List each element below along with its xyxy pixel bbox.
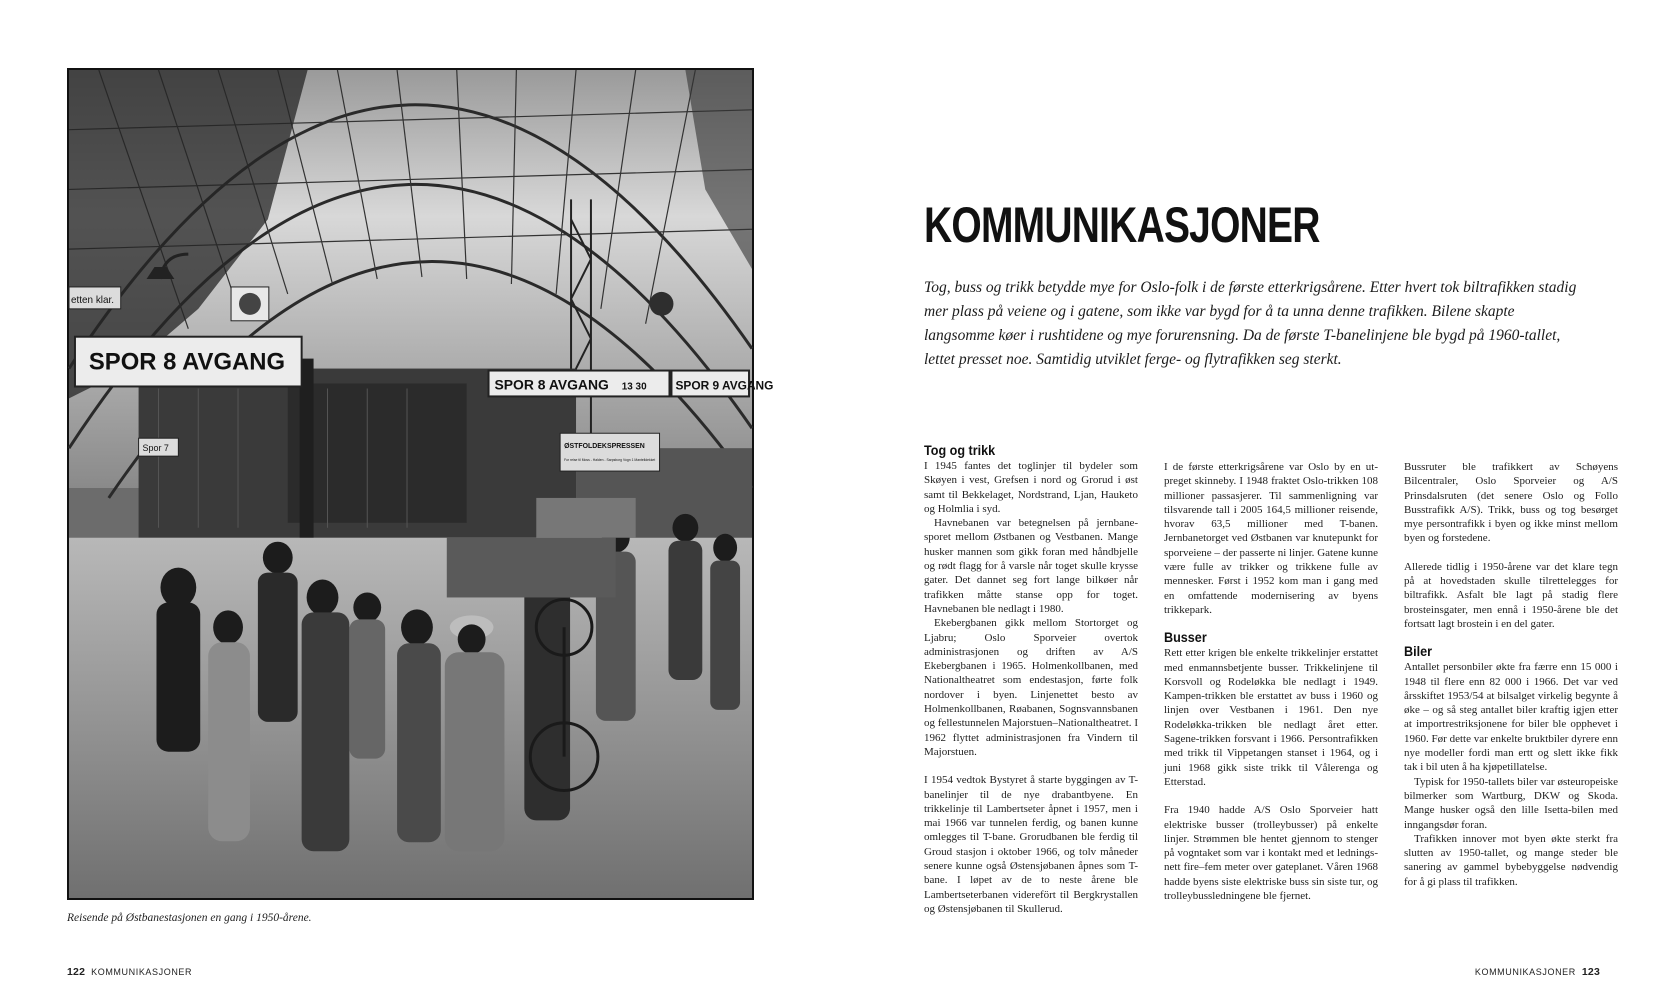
running-head-right: KOMMUNIKASJONER [1474,967,1576,977]
chapter-intro: Tog, buss og trikk betydde mye for Oslo-folk i de første etterkrigsårene. Etter hvert tok biltrafikken stadig mer plass på veiene og i gatene, som ikke var bygd for å ta unna denne trafikken. Bilene skapte langsomme køer i rushtidene og mye forurensning. Da de første T-banelinjene ble bygd på 1960-tallet, lettet presset noe. Samtidig utviklet ferge- og flytrafikken seg sterkt. [924,279,1577,368]
paragraph: Trafikken innover mot byen økte sterkt fra slutten av 1950-tallet, og mange steder ble sanering av gammel bybebyggelse nødvendig for å gi plass til trafikken. [1404,832,1618,888]
heading-tog-og-trikk: Tog og trikk [924,442,996,458]
photo-caption: Reisende på Østbanestasjonen en gang i 1950-årene. [67,912,312,924]
paragraph: Bussruter ble trafikkert av Schøyens Bilcentraler, Oslo Sporveier og A/S Prinsdalsruten (det senere Oslo og Follo Busstrafikk A/S). Trikk, buss og tog besørget mye persontrafikk i byen og ikke minst mellom byen og forstedene. [1404,461,1618,545]
sign-spor9: SPOR 9 AVGANG [675,378,774,393]
sign-spor8-b: SPOR 8 AVGANG [494,376,609,393]
folio-left [67,966,192,978]
paragraph: Ekebergbanen gikk mellom Stortorget og Ljabru; Oslo Sporveier overtok administrasjonen og driften av A/S Ekebergbanen i 1965. Holmenkollbanen, med Nationaltheatret som endestasjon, førte folk nordover i byen. Linjenettet besto av Holmenkollbanen, Røabanen, Sognsvannsbanen og fellestunnelen Majorstuen–Nationaltheatret. I 1962 flyttet administrasjonen fra Vindern til Majorstuen. [924,617,1138,758]
text-column-3 [1404,460,1618,889]
paragraph: Allerede tidlig i 1950-årene var det klare tegn på at hovedstaden skulle tilrettelegges for biltrafikk. Asfalt ble lagt på stadig flere brosteinsgater, men ennå i 1950-årene ble det fortsatt lagt brostein i en del gater. [1404,560,1618,630]
paragraph: I 1954 vedtok Bystyret å starte byggingen av T-banelinjer til de nye drabantbyene. En trikkelinje til Lambertseter åpnet i 1957, men i mai 1966 var tunnelen ferdig, og banen kunne omlegges til T-bane. Grorudbanen ble ferdig til Groud stasjon i oktober 1966, og tolv måneder senere kunne også Østensjøbanen åpnes som T-bane. I løpet av de to neste årene ble Lambertseterbanen viderefört til Bergkrystallen og Østensjøbanen til Skullerud. [924,774,1138,915]
paragraph: Rett etter krigen ble enkelte trikkelinjer erstattet med enmannsbetjente busser. Trikkelinjene til Korsvoll og Rodeløkka ble nedlagt i 1949. Kampen-trikken ble erstattet av buss i 1960 og linjen over Vestbanen i 1961. Den nye Rodeløkka-trikken ble nedlagt året etter. Sagene-trikken forsvant i 1966. Persontrafikken med trikk til Vippetangen stanset i 1964, og i juni 1968 gikk siste trikk til Vålerenga og Etterstad. [1164,647,1378,788]
text-column-2 [1164,460,1378,903]
sign-spor8: SPOR 8 AVGANG [88,348,286,376]
chapter-title: KOMMUNIKASJONER [924,197,1320,253]
sign-express: ØSTFOLDEKSPRESSEN [564,443,645,451]
sign-express-sub: For reise til Moss - Halden - Sarpsborg Vogn 1 Mantelldekket [564,458,656,463]
paragraph: Fra 1940 hadde A/S Oslo Sporveier hatt elektriske busser (trolleybusser) på enkelte linjer. Strømmen ble hentet gjennom to stenger på vogntaket som var i kontakt med et lednings-nett fire–fem meter over gateplanet. Våren 1968 hadde byens siste elektriske buss sin siste tur, og trolleybussledningene ble fjernet. [1164,804,1378,903]
paragraph: I 1945 fantes det toglinjer til bydeler som Skøyen i vest, Grefsen i nord og Grorud i øst samt til Bekkelaget, Nordstrand, Ljan, Hauketo og Holmlia i syd. [924,460,1138,515]
text-column-1 [924,442,1138,916]
sign-klar: etten klar. [70,294,115,306]
station-photo [67,68,774,900]
sign-spor7: Spor 7 [142,443,169,454]
paragraph: Havnebanen var betegnelsen på jernbane-sporet mellom Østbanen og Vestbanen. Mange husker mannen som gikk foran med håndbjelle og rødt flagg for å varsle når toget skulle krysse gater. Det dannet seg fort lange bilkøer når trafikken måtte stanse opp for toget. Havnebanen ble nedlagt i 1980. [924,517,1138,615]
heading-biler: Biler [1404,643,1433,660]
station-photo-illustration [69,70,774,898]
heading-busser: Busser [1164,629,1207,646]
paragraph: I de første etterkrigsårene var Oslo by en ut-preget skinneby. I 1948 fraktet Oslo-trikken 108 millioner passasjerer. Til sammenligning var tilsvarende tall i 2005 164,5 millioner reisende, hvorav 63,5 millioner med T-banen. Jernbanetorget ved Østbanen var knutepunkt for sporveiene – der passerte ni linjer. Gatene kunne være fulle av trikker og trikkene fulle av mennesker. Først i 1952 kom man i gang med en omfattende modernisering av byens trikkepark. [1164,461,1378,616]
running-head-left: KOMMUNIKASJONER [91,967,193,977]
page-number-left: 122 [67,966,86,978]
paragraph: Typisk for 1950-tallets biler var østeuropeiske bilmerker som Wartburg, DKW og Skoda. Mange husker også den lille Isetta-bilen med inngangsdør foran. [1404,775,1618,831]
page-number-right: 123 [1581,966,1600,978]
paragraph: Antallet personbiler økte fra færre enn 15 000 i 1948 til flere enn 82 000 i 1966. Det var ved årsskiftet 1953/54 at bilsalget virkelig begynte å øke – og så steg antallet biler kraftig igjen etter at importrestriksjonene for biler ble opphevet i 1960. Før dette var enkelte bruktbiler dyrere enn nye modeller fordi man ertt og slett ikke fikk tak i bil uten å ha kjøpetillatelse. [1404,661,1618,774]
folio-right [1475,966,1600,978]
sign-track-time: 13 30 [621,381,647,393]
